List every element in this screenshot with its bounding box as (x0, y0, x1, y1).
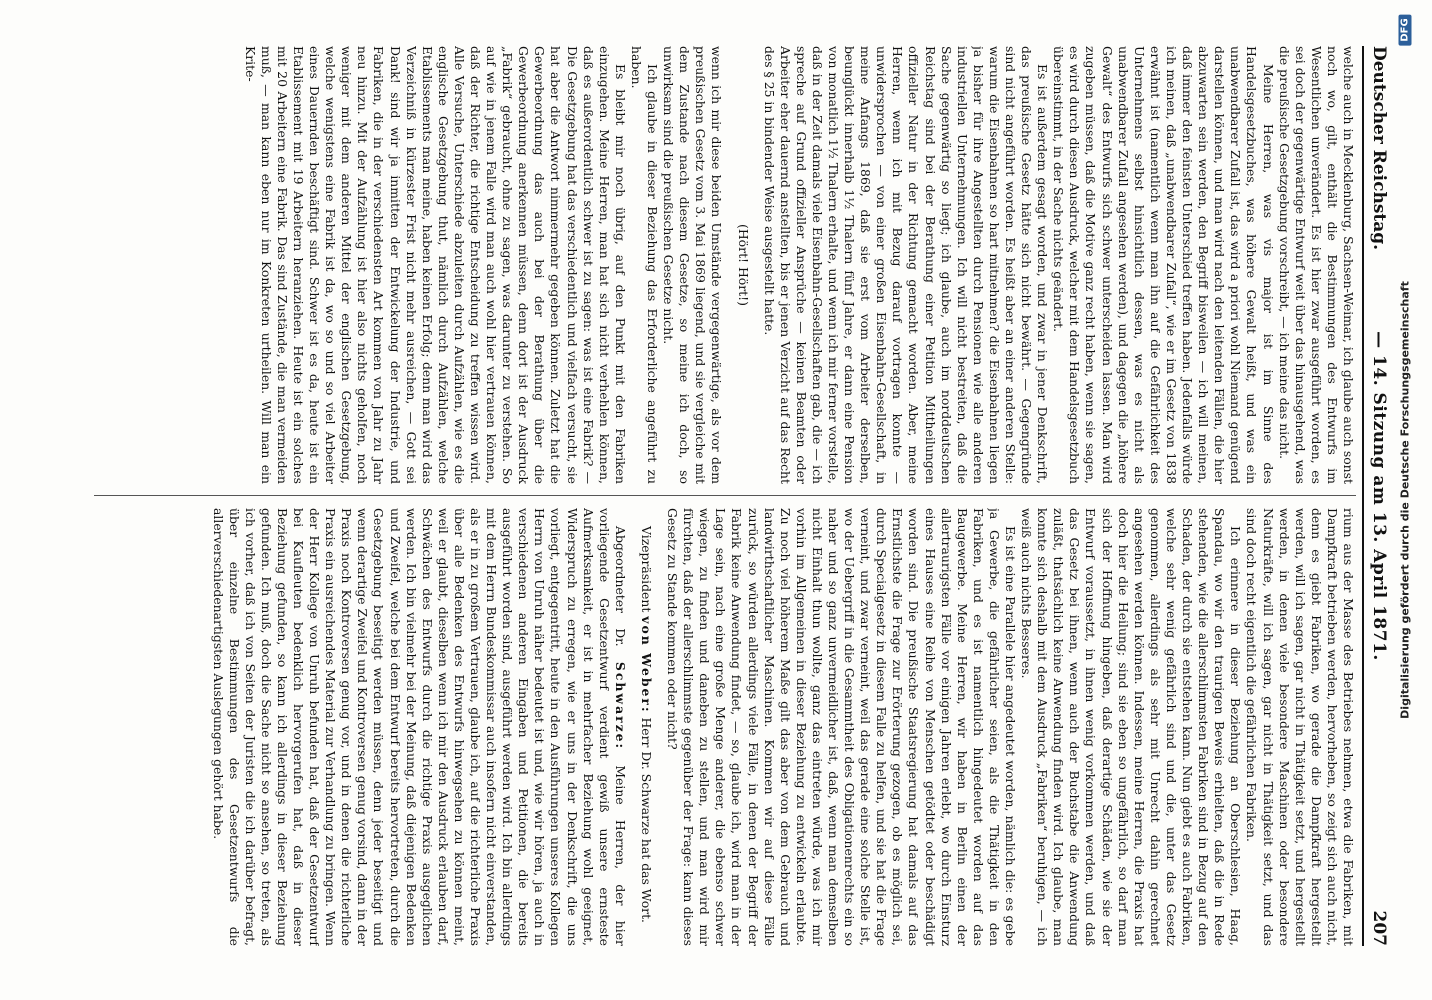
paragraph: rium aus der Masse des Betriebes nehmen, etwa die Fabriken, mit Dampfkraft betrieben werden, hervorheben, so zeigt sich auch nicht, denn es giebt Fabriken, wo gerade die Dampfkraft hergestellt werden, will ich sagen, gar nicht in Thätigkeit setzt, und hergestellt werden, in denen viele besondere Maschinen oder besondere Naturkräfte, will ich sagen, gar nicht in Thätigkeit setzt, und das sind doch recht eigentlich die gefährlichen Fabriken. (1244, 508, 1356, 946)
paragraph: Es bleibt mir noch übrig, auf den Punkt mit den Fabriken einzugehen. Meine Herren, man hat sich nicht verhehlen können, daß es außerordentlich schwer ist zu sagen: was ist eine Fabrik? — Die Gesetzgebung hat das verschiedentlich und vielfach versucht, sie hat aber die Antwort nimmermehr gegeben können. Zuletzt hat die Gewerbeordnung das auch bei der Berathung über die Gewerbeordnung anerkennen müssen, denn dort ist der Ausdruck „Fabrik“ gebraucht, ohne zu sagen, was darunter zu verstehen. So auf wie in jenem Falle wird man auch wohl hier vertrauen können, daß der Richter, die richtige Entscheidung zu treffen wissen wird. Alle Versuche, Unterschiede abzuleiten durch Aufzählen, wie es die englische Gesetzgebung thut, nämlich durch Aufzählen, welche Etablissements man meine, haben keinen Erfolg; denn man wird das Verzeichniß in kürzester Frist nicht mehr ausreichen, — Gott sei Dank! sind wir ja inmitten der Entwickelung der Industrie, und Fabriken, die in der verschiedensten Art kommen von Jahr zu Jahr neu hinzu. Mit der Aufzählung ist hier also nichts geholfen, noch weniger mit dem anderen Mittel der englischen Gesetzgebung, welche wenigstens eine Fabrik ist da, wo so und so viel Arbeiter eines Dauernden beschäftigt sind. Schwer ist es da, heute ist ein Etablissement mit 19 Arbeitern heranziehen. Heute ist ein solches mit 20 Arbeitern eine Fabrik. Das sind Zustände, die man vermeiden muß, — man kann eben nur im Konkreten urtheilen. Will man ein Krite- (242, 46, 628, 484)
speaker-text: Herr Dr. Schwarze hat das Wort. (638, 717, 654, 923)
paragraph: Ich glaube in dieser Beziehung das Erforderliche angeführt zu haben. (628, 46, 661, 484)
paragraph: Es ist außerdem gesagt worden, und zwar in jener Denkschrift, das preußische Gesetz hätte sich nicht bewährt. — Gegengründe sind nicht angeführt worden. Es heißt aber an einer anderen Stelle: warum die Eisenbahnen so hart mitnehmen? die Eisenbahnen liegen ja bisher für ihre Angestellten durch Pensionen wie alle anderen industriellen Unternehmungen. Ich will nicht bestreiten, daß die Sache gegenwärtig so liegt; ich glaube, auch im norddeutschen Reichstag sind bei der Berathung einer Petition Mittheilungen offizieller Natur in der Richtung gemacht worden. Aber, meine Herren, wenn ich mit Bezug darauf vortragen konnte — unwidersprochen — von einer großen Eisenbahn-Gesellschaft, in meine Anfangs 1869, daß sie erst vom Arbeiter derselben, beunglückt innerhalb 1½ Thalern fünf Jahre, er dann eine Pension von monatlich 1½ Thalern erhalte, und wenn ich mir ferner vorstelle, daß in der Zeit damals viele Eisenbahn-Gesellschaften gab, die — ich spreche auf Grund offizieller Ansprüche — keinen Beamten oder Arbeiter eher dauernd anstellten, bis er jenen Verzicht auf das Recht des § 25 in bindender Weise ausgestellt hatte. (761, 46, 1051, 484)
speaker-title: Abgeordneter Dr. (612, 526, 628, 647)
speaker-text: Meine Herren, der hier vorliegende Gesetzentwurf verdient gewiß unsere ernsteste Aufmerksamkeit, er ist in mehrfacher Beziehung wohl geeignet, Widerspruch zu erregen, wie er uns in der Denkschrift, die uns vorliegt, entgegentritt, heute in den Ausführungen unseres Kollegen Herrn von Unruh näher bedeutet ist und, wie wir hören, ja auch in verschiedenen anderen Eingaben und Petitionen, die bereits ausgeführt worden sind, ausgeführt werden wird. Ich bin allerdings mit dem Herrn Bundeskommissar auch insofern nicht einverstanden, als er in zu großem Vertrauen, glaube ich, auf die richterliche Praxis über alle Bedenken des Entwurfs hinwegsehen zu können meint, weil er glaubt, dieselben wenn ich mir den Ausdruck erlauben darf, Schwächen des Entwurfs durch die richtige Praxis ausgeglichen werden. Ich bin vielmehr bei der Meinung, daß diejenigen Bedenken und Zweifel, welche bei dem Entwurf bereits hervortreten, durch die Gesetzgebung beseitigt werden müssen, denn jeder beseitigt und wenn derartige Zweifel und Kontroversen genug vorsind, dann in der Praxis noch Kontroversen genug vor, und in denen die richterliche Praxis ein ausreichendes Material zur Verhandlung zu bringen. Wenn der Herr Kollege von Unruh befunden hat, daß der Gesetzentwurf bei Kaufleuten bedenklich hervorgerufen hat, daß in dieser Beziehung gefunden, so kann ich allerdings in dieser Beziehung gefunden. Ich muß, doch die Sache nicht so ansehen, so treten, als ich vorher, daß ich von Seiten der Juristen die ich darüber befragt, über einzelne Bestimmungen des Gesetzentwurfs die allerverschiedenartigsten Auslegungen gehört habe. (210, 508, 628, 946)
speaker-name: von Weber: (638, 616, 654, 714)
rotated-document-page (86, 26, 1396, 966)
interjection: (Hört! Hört!) (735, 224, 751, 306)
paragraph: wenn ich mir diese beiden Umstände vergegenwärtige, als vor dem preußischen Gesetz vom 3. Mai 1869 liegend, und sie vergleiche mit dem Zustande nach diesem Gesetze, so meine ich doch, so unwirksam sind die preußischen Gesetze nicht. (661, 46, 725, 484)
left-text-column (94, 46, 1356, 484)
header-session-date: — 14. Sitzung am 13. April 1871. (1369, 331, 1389, 661)
header-publication: Deutscher Reichstag. (1369, 46, 1389, 251)
paragraph: Ich erinnere in dieser Beziehung an Oberschlesien, Haag, Spandau, wo wir den traurigen Beweis erhielten, daß die in Rede stehenden, wie die allerschlimmsten Fabriken sind in Bezug auf den Schaden, der durch sie entstehen kann. Nun giebt es auch Fabriken, welche sehr wenig gefährlich sind und die, unter das Gesetz genommen, allerdings als sehr mit Unrecht dahin gerechnet angesehen werden können. Indessen, meine Herren, die Praxis hat doch hier die Heilung; sind sie eben so ungefährlich, so darf man sich der Hoffnung hingeben, daß derartige Schäden, wie sie der Entwurf voraussetzt, in ihnen wenig vorkommen werden, und daß das Gesetz bei ihnen, wenn auch der Buchstabe die Anwendung zuläßt, thatsächlich keine Anwendung finden wird. Ich glaube, man konnte sich deshalb mit dem Ausdruck „Fabriken“ beruhigen, — ich weiß auch nichts Besseres. (1019, 508, 1244, 946)
column-divider (94, 495, 1356, 496)
speaker-line-schwarze (209, 508, 627, 946)
digitization-credit: Digitalisierung gefördert durch die Deutsche Forschungsgemeinschaft (1398, 281, 1412, 719)
page-number: 207 (1369, 910, 1389, 946)
dfg-logo: DFG (1399, 14, 1412, 45)
speaker-name: Schwarze: (612, 661, 628, 751)
paragraph: Es ist eine Parallele hier angedeutet worden, nämlich die: es gebe ja Gewerbe, die gefährlicher seien, als die Thätigkeit in den Fabriken, und es ist namentlich hingedeutet worden auf das Baugewerbe. Meine Herren, wir haben in Berlin einen der allertraurigsten Fälle vor einigen Jahren erlebt, wo durch Einsturz eines Hauses eine Reihe von Menschen getödtet oder beschädigt worden sind. Die preußische Staatsregierung hat damals auf das Ernstlichste die Frage zur Erörterung gezogen, ob es möglich sei, durch Specialgesetz in diesem Falle zu helfen, und sie hat die Frage verneint, und zwar verneint, weil das gerade eine solche Stelle ist, wo der Uebergriff in die Gesammtheit des Obligationenrechts ein so naher und so ganz unvermeidlicher ist, daß, wenn man demselben nicht Einhalt thun wollte, ganz das eintreten würde, was ich mir vorhin im Allgemeinen in dieser Beziehung zu entwickeln erlaubte. Zu noch viel höherem Maße gilt das aber von dem Gebrauch und landwirthschaftlicher Maschinen. Kommen wir auf diese Fälle zurück, so würden allerdings viele Fälle, in denen der Begriff der Fabrik keine Anwendung findet, — so, glaube ich, wird man in der Lage sein, nach eine große Menge anderer, die ebenso schwer wiegen, zu finden und daneben zu stellen, und man wird mir fürchten, daß der allerschlimmste gegenüber der Frage: kann dieses Gesetz zu Stande kommen oder nicht? (665, 508, 1019, 946)
running-header (1362, 46, 1392, 946)
paragraph: welche auch in Mecklenburg, Sachsen-Weimar, ich glaube auch sonst noch wo, gilt, enthält die Bestimmungen des Entwurfs im Wesentlichen unverändert. Es ist hier zwar ausgeführt worden, es sei doch der gegenwärtige Entwurf weit über das hinausgehend, was die preußische Gesetzgebung vorschreibt, — ich meine das nicht. (1276, 46, 1356, 484)
speaker-title: Vizepräsident (638, 526, 654, 613)
speaker-line-vice-president (638, 508, 654, 946)
paragraph: Meine Herren, was vis major ist im Sinne des Handelsgesetzbuches, was höhere Gewalt heißt, und was ein unabwendbarer Zufall ist, das wird a priori wohl Niemand genügend darstellen können, und man wird nach den leitenden Fällen, die hier abzuwarten sein werden, den Begriff bisweilen — ich will meinen, daß immer den feinsten Unterschied treffen haben. Jedenfalls würde ich meinen, daß „unabwendbarer Zufall“, wie er im Gesetz von 1838 erwähnt ist (namentlich wenn man ihn auf die Gefährlichkeit des Unternehmens selbst hinsichtlich dessen, was es nicht als unabwendbarer Zufall angesehen werden), und dagegen die „höhere Gewalt“ des Entwurfs sich schwer unterscheiden lassen. Man wird zugeben müssen, daß die Motive ganz recht haben, wenn sie sagen, es wird durch diesen Ausdruck, welcher mit dem Handelsgesetzbuch übereinstimmt, in der Sache nichts geändert. (1051, 46, 1276, 484)
right-text-column (94, 508, 1356, 946)
